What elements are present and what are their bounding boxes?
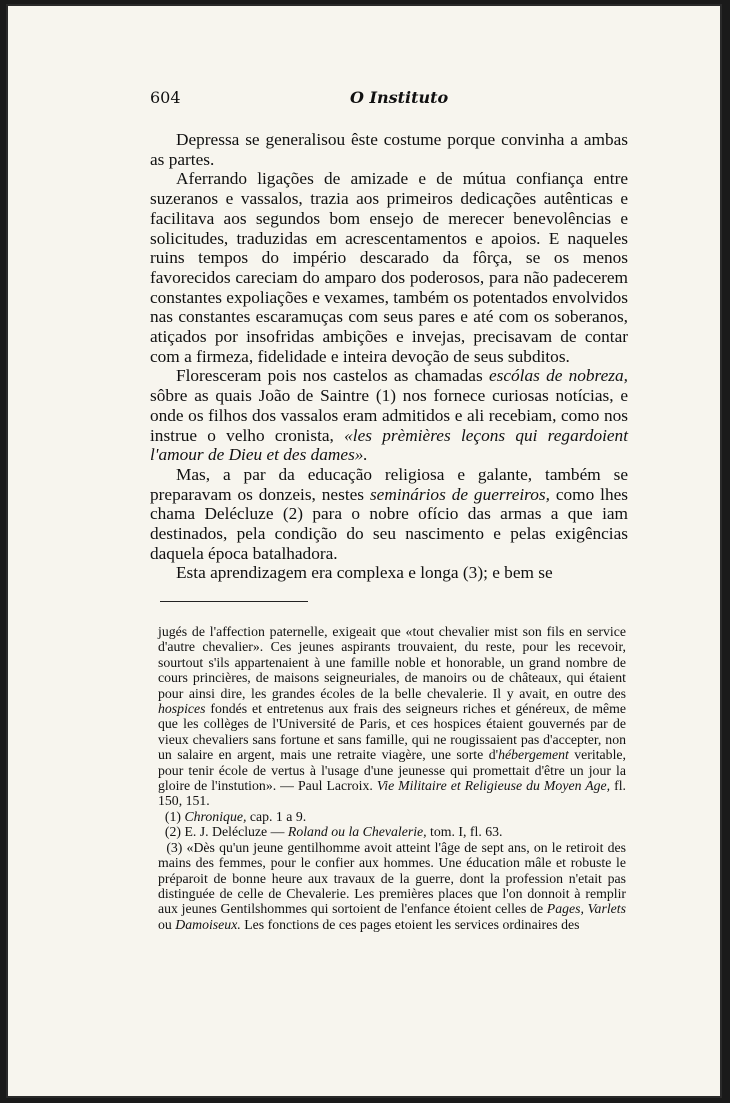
italic-run: «les prèmières leçons qui regardoient l'amour de Dieu et des dames». xyxy=(150,425,628,465)
footnote-1 xyxy=(158,809,626,824)
italic-run: Pages, Varlets xyxy=(546,901,626,917)
footnotes xyxy=(158,624,626,932)
paragraph-5: Esta aprendizagem era complexa e longa (3); e bem se xyxy=(176,563,553,583)
main-text xyxy=(150,130,628,583)
text-run: Les fonctions de ces pages etoient les services ordinaires des xyxy=(240,916,580,932)
text-run: como lhes chama Delécluze (2) para o nobre ofício das armas a que iam destinados, pela condição do seu nascimento e pelas exigências daquela época batalhadora. xyxy=(150,484,629,563)
footnote-divider xyxy=(160,601,308,602)
italic-run: Roland ou la Chevalerie, xyxy=(287,824,427,840)
page-number: 604 xyxy=(150,88,181,107)
text-run: fondés et entretenus aux frais des seigneurs riches et généreux, de même que les collèges de l'Université de Paris, et ces hospices étaient gouvernés par de vieux chevaliers sans fortune et sans famille, qui ne rougissaient pas d'accepter, non un salaire en argent, mais une retraite viagère, une sorte d' xyxy=(158,701,626,763)
italic-run: hébergement xyxy=(498,747,569,763)
paragraph-3 xyxy=(150,366,628,465)
text-run: cap. 1 a 9. xyxy=(246,808,307,824)
text-run: (2) E. J. Delécluze — xyxy=(164,824,288,840)
paragraph-4 xyxy=(150,465,628,564)
text-run: ou xyxy=(158,916,176,932)
running-title: O Instituto xyxy=(350,88,449,107)
italic-run: escólas de nobreza, xyxy=(488,366,628,386)
italic-run: Vie Militaire et Religieuse du Moyen Age, xyxy=(376,778,611,794)
text-run: Floresceram pois nos castelos as chamadas xyxy=(176,366,489,386)
paragraph-2: Aferrando ligações de amizade e de mútua confiança entre suzeranos e vassalos, trazia aos primeiros dedicações autênticas e facilitava aos segundos bom ensejo de merecer benevolências e solicitudes, traduzidas em acrescentamentos e apoios. E naqueles ruins tempos do império descarado da fôrça, se os menos favorecidos careciam do amparo dos poderosos, para não padecerem constantes expoliações e vexames, também os potentados envolvidos nas constantes escaramuças com seus pares e até com os soberanos, atiçados por insofridas ambições e invejas, precisavam de contar com a firmeza, fidelidade e inteira devoção de seus subditos. xyxy=(150,169,628,366)
italic-run: hospices xyxy=(158,701,206,717)
text-run: jugés de l'affection paternelle, exigeait que «tout chevalier mist son fils en service d'autre chevalier». Ces jeunes aspirants trouvaient, du reste, pour les recevoir, sourtout s'ils appartenaient à une famille noble et honorable, un grand nombre de cours princières, de maisons seigneuriales, de manoirs ou de châteaux, qui étaient pour ainsi dire, les grandes écoles de la belle chevalerie. Il y avait, en outre des xyxy=(158,624,626,701)
text-run: Mas, a par da educação religiosa e galante, também se preparavam os donzeis, nestes xyxy=(150,464,628,504)
footnote-3 xyxy=(158,840,626,932)
footnote-2 xyxy=(158,824,626,839)
paragraph-1: Depressa se generalisou êste costume porque convinha a ambas as partes. xyxy=(150,130,628,169)
italic-run: Chronique, xyxy=(184,808,247,824)
text-run: (1) xyxy=(164,808,185,824)
italic-run: seminários de guerreiros, xyxy=(369,484,550,504)
text-run: (3) «Dès qu'un jeune gentilhomme avoit atteint l'âge de sept ans, on le retiroit des mains des femmes, pour le confier aux hommes. Une éducation mâle et robuste le préparoit de bonne heure aux travaux de la guerre, dont la profession n'etait pas distinguée de celle de Chevalerie. Les premières places que l'on donnoit à remplir aux jeunes Gentilshommes qui sortoient de l'enfance étoient celles de xyxy=(158,839,626,917)
footnote-continuation xyxy=(158,624,626,809)
text-run: sôbre as quais João de Saintre (1) nos fornece curiosas notícias, e onde os filhos dos vassalos eram admitidos e ali recebiam, como nos instrue o velho cronista, xyxy=(150,386,628,445)
page-header xyxy=(150,88,630,114)
italic-run: Damoiseux. xyxy=(175,916,241,932)
text-run: fl. 150, 151. xyxy=(158,778,626,809)
text-run: veritable, pour tenir école de vertus à l'usage d'une jeunesse qui promettait d'être un jour la gloire de l'instution». — Paul Lacroix. xyxy=(158,747,626,794)
text-run: tom. I, fl. 63. xyxy=(426,824,503,840)
